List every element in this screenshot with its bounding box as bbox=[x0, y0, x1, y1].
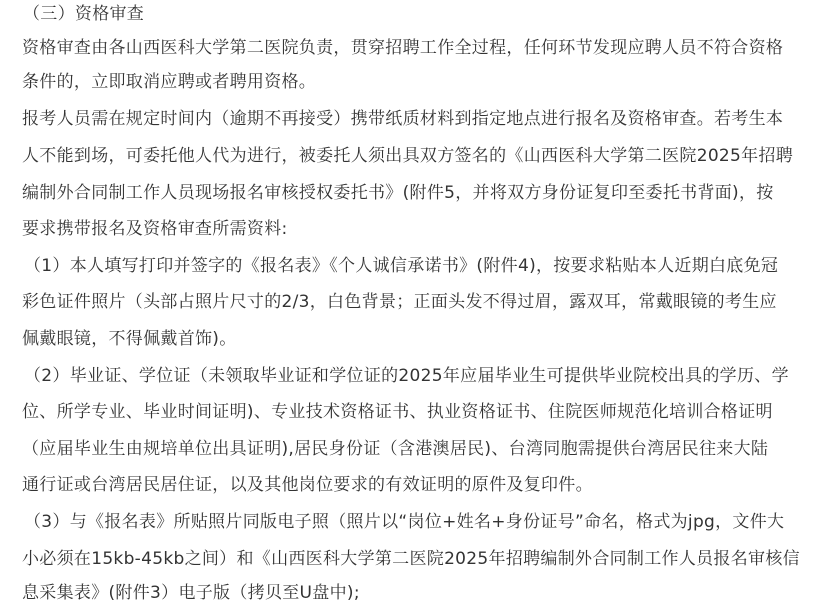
list-item-line: 通行证或台湾居民居住证，以及其他岗位要求的有效证明的原件及复印件。 bbox=[22, 475, 593, 495]
list-item-line: （1）本人填写打印并签字的《报名表》《个人诚信承诺书》(附件4)，按要求粘贴本人近期白底免冠 bbox=[24, 256, 779, 276]
paragraph-line: 人不能到场，可委托他人代为进行，被委托人须出具双方签名的《山西医科大学第二医院2025年招聘 bbox=[22, 146, 794, 166]
list-item-line: 彩色证件照片（头部占照片尺寸的2/3，白色背景；正面头发不得过眉，露双耳，常戴眼镜的考生应 bbox=[22, 292, 777, 312]
list-item-line: 息采集表》(附件3）电子版（拷贝至U盘中); bbox=[22, 583, 360, 603]
paragraph-line: 报考人员需在规定时间内（逾期不再接受）携带纸质材料到指定地点进行报名及资格审查。若考生本 bbox=[22, 109, 784, 129]
paragraph-line: 条件的，立即取消应聘或者聘用资格。 bbox=[22, 72, 317, 92]
section-heading: （三）资格审查 bbox=[23, 4, 145, 24]
list-item-line: （应届毕业生由规培单位出具证明),居民身份证（含港澳居民)、台湾同胞需提供台湾居民往来大陆 bbox=[22, 439, 769, 459]
list-item-line: 小必须在15kb-45kb之间）和《山西医科大学第二医院2025年招聘编制外合同制工作人员报名审核信 bbox=[22, 549, 800, 569]
list-item-line: 位、所学专业、毕业时间证明)、专业技术资格证书、执业资格证书、住院医师规范化培训合格证明 bbox=[22, 402, 773, 422]
paragraph-line: 资格审查由各山西医科大学第二医院负责，贯穿招聘工作全过程，任何环节发现应聘人员不符合资格 bbox=[22, 38, 784, 58]
list-item-line: （2）毕业证、学位证（未领取毕业证和学位证的2025年应届毕业生可提供毕业院校出具的学历、学 bbox=[24, 366, 789, 386]
paragraph-line: 编制外合同制工作人员现场报名审核授权委托书》(附件5，并将双方身份证复印至委托书背面)，按 bbox=[22, 183, 774, 203]
paragraph-line: 要求携带报名及资格审查所需资料: bbox=[22, 219, 288, 239]
list-item-line: 佩戴眼镜，不得佩戴首饰)。 bbox=[22, 329, 237, 349]
list-item-line: （3）与《报名表》所贴照片同版电子照（照片以“岗位+姓名+身份证号”命名，格式为jpg，文件大 bbox=[24, 512, 785, 532]
